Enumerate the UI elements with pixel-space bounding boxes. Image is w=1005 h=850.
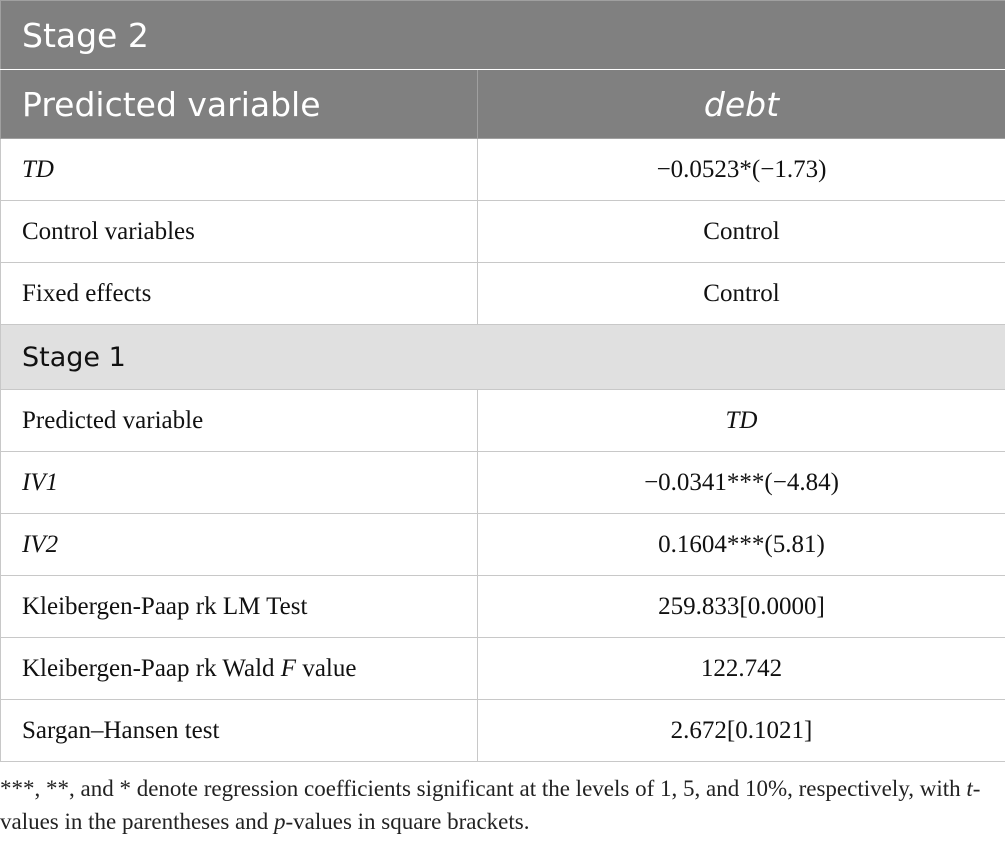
row-label: Sargan–Hansen test [1, 700, 478, 762]
table-row [1, 700, 1005, 762]
table-row [1, 638, 1005, 700]
footnote-part2: -values in the parentheses and [0, 776, 981, 834]
stage2-header-label: Predicted variable [1, 70, 478, 139]
stage2-header-value: debt [478, 70, 1005, 139]
row-label: IV1 [1, 452, 478, 514]
table-row [1, 390, 1005, 452]
footnote-t: t [966, 776, 973, 801]
row-label: Control variables [1, 201, 478, 263]
row-value: 2.672[0.1021] [478, 700, 1005, 762]
row-label: Kleibergen-Paap rk LM Test [1, 576, 478, 638]
stage2-header-row [1, 1, 1005, 70]
row-label [1, 638, 478, 700]
row-value: −0.0341***(−4.84) [478, 452, 1005, 514]
stage1-title: Stage 1 [1, 325, 1005, 390]
table-row [1, 576, 1005, 638]
row-label: TD [1, 139, 478, 201]
stage2-title: Stage 2 [1, 1, 1005, 70]
row-label-post: value [296, 654, 357, 682]
row-value: 0.1604***(5.81) [478, 514, 1005, 576]
footnote-part1: ***, **, and * denote regression coefficients significant at the levels of 1, 5, and 10%, respectively, with [0, 776, 967, 801]
table-row [1, 263, 1005, 325]
table-row [1, 201, 1005, 263]
stage2-column-header-row [1, 70, 1005, 139]
row-value: TD [478, 390, 1005, 452]
row-value: 259.833[0.0000] [478, 576, 1005, 638]
row-value: −0.0523*(−1.73) [478, 139, 1005, 201]
table-footnote [0, 772, 1000, 838]
row-label: IV2 [1, 514, 478, 576]
table-row [1, 452, 1005, 514]
row-label-pre: Kleibergen-Paap rk Wald [22, 654, 281, 682]
table-row [1, 514, 1005, 576]
row-label: Fixed effects [1, 263, 478, 325]
row-label-em: F [280, 654, 297, 682]
row-value: Control [478, 263, 1005, 325]
table-row [1, 139, 1005, 201]
footnote-p: p [274, 809, 286, 834]
stage1-header-row [1, 325, 1005, 390]
footnote-part3: -values in square brackets. [285, 809, 530, 834]
row-value: 122.742 [478, 638, 1005, 700]
row-label: Predicted variable [1, 390, 478, 452]
row-value: Control [478, 201, 1005, 263]
